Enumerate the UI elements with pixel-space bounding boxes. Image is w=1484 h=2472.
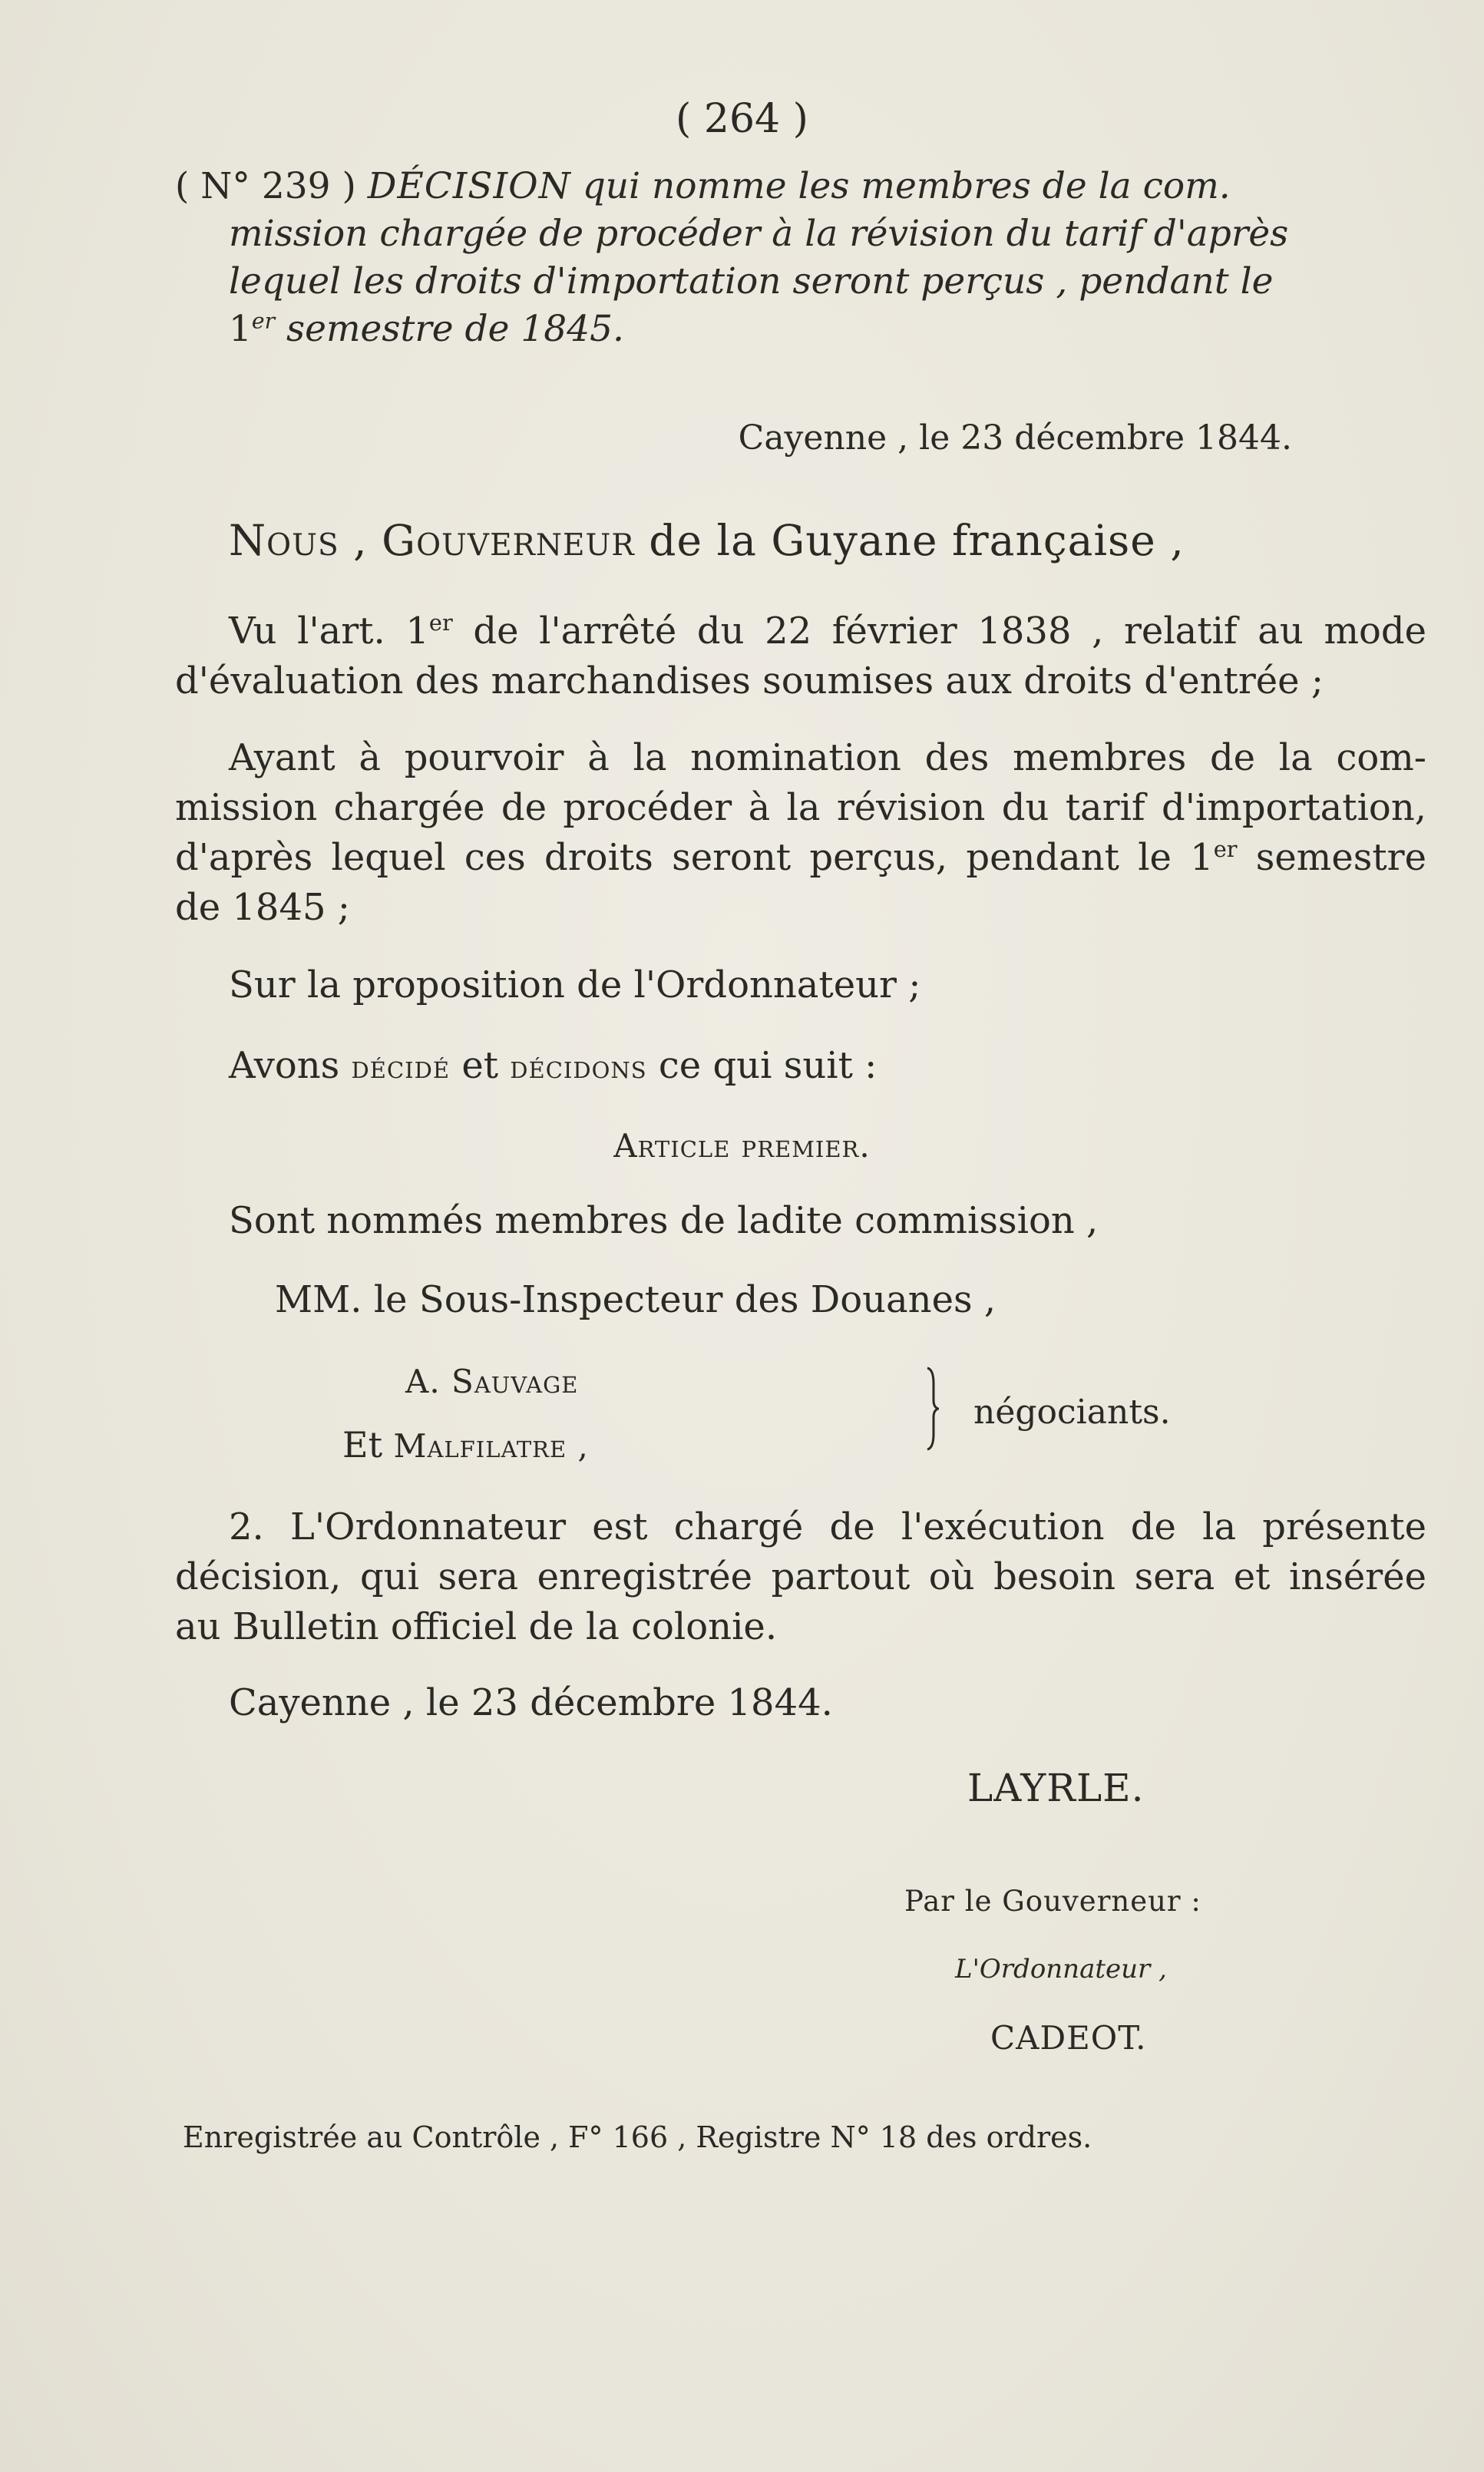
title-line-1 (175, 163, 1426, 210)
sont-nommes: Sont nommés membres de ladite commission , (229, 1199, 1099, 1242)
countersignature: CADEOT. (990, 2019, 1147, 2057)
governor-signature: LAYRLE. (967, 1766, 1145, 1810)
ayant-line-2: mission chargée de procéder à la révision du tarif d'importation, (175, 786, 1426, 829)
art2-line-3: au Bulletin officiel de la colonie. (175, 1605, 778, 1648)
page-number: ( 264 ) (676, 96, 808, 142)
ayant-line-4: de 1845 ; (175, 886, 350, 929)
member-role: négociants. (973, 1393, 1171, 1432)
vu-line-2: d'évaluation des marchandises soumises aux droits d'entrée ; (175, 659, 1324, 702)
avons-decide: Avons décidé et décidons ce qui suit : (229, 1044, 878, 1087)
member-malfilatre: Et Malfilatre , (342, 1424, 589, 1466)
member-sauvage: A. Sauvage (405, 1363, 579, 1400)
closing-date: Cayenne , le 23 décembre 1844. (229, 1681, 833, 1724)
ayant-paragraph (175, 733, 1426, 933)
mm-line: MM. le Sous-Inspecteur des Douanes , (275, 1278, 996, 1321)
art2-line-2: décision, qui sera enregistrée partout où besoin sera et insérée (175, 1555, 1426, 1598)
art2-line-1: 2. L'Ordonnateur est chargé de l'exécution de la présente (229, 1505, 1426, 1548)
title-line-3: lequel les droits d'importation seront perçus , pendant le (229, 260, 1274, 302)
decision-number: ( N° 239 ) (175, 165, 356, 207)
decision-title (175, 163, 1426, 353)
brace-icon (925, 1367, 939, 1451)
governor-heading: Nous , Gouverneur de la Guyane française , (229, 516, 1185, 565)
sur-proposition: Sur la proposition de l'Ordonnateur ; (229, 963, 921, 1006)
article-heading: Article premier. (613, 1127, 871, 1165)
par-le-gouverneur: Par le Gouverneur : (904, 1885, 1201, 1918)
ordonnateur-title: L'Ordonnateur , (955, 1954, 1167, 1985)
registration-footer: Enregistrée au Contrôle , F° 166 , Registre N° 18 des ordres. (183, 2120, 1092, 2154)
article-2-paragraph (175, 1502, 1426, 1652)
vu-paragraph (175, 606, 1426, 706)
title-line-2: mission chargée de procéder à la révision du tarif d'après (229, 213, 1289, 255)
place-date: Cayenne , le 23 décembre 1844. (738, 418, 1292, 458)
decision-keyword: DÉCISION (367, 165, 571, 207)
ayant-line-3: d'après lequel ces droits seront perçus, pendant le 1er semestre (175, 836, 1426, 879)
title-line-4: 1er semestre de 1845. (229, 308, 624, 350)
ayant-line-1: Ayant à pourvoir à la nomination des membres de la com- (229, 736, 1426, 779)
vu-line-1: Vu l'art. 1er de l'arrêté du 22 février 1838 , relatif au mode (229, 610, 1426, 653)
title-line-1-text: qui nomme les membres de la com. (582, 165, 1231, 207)
